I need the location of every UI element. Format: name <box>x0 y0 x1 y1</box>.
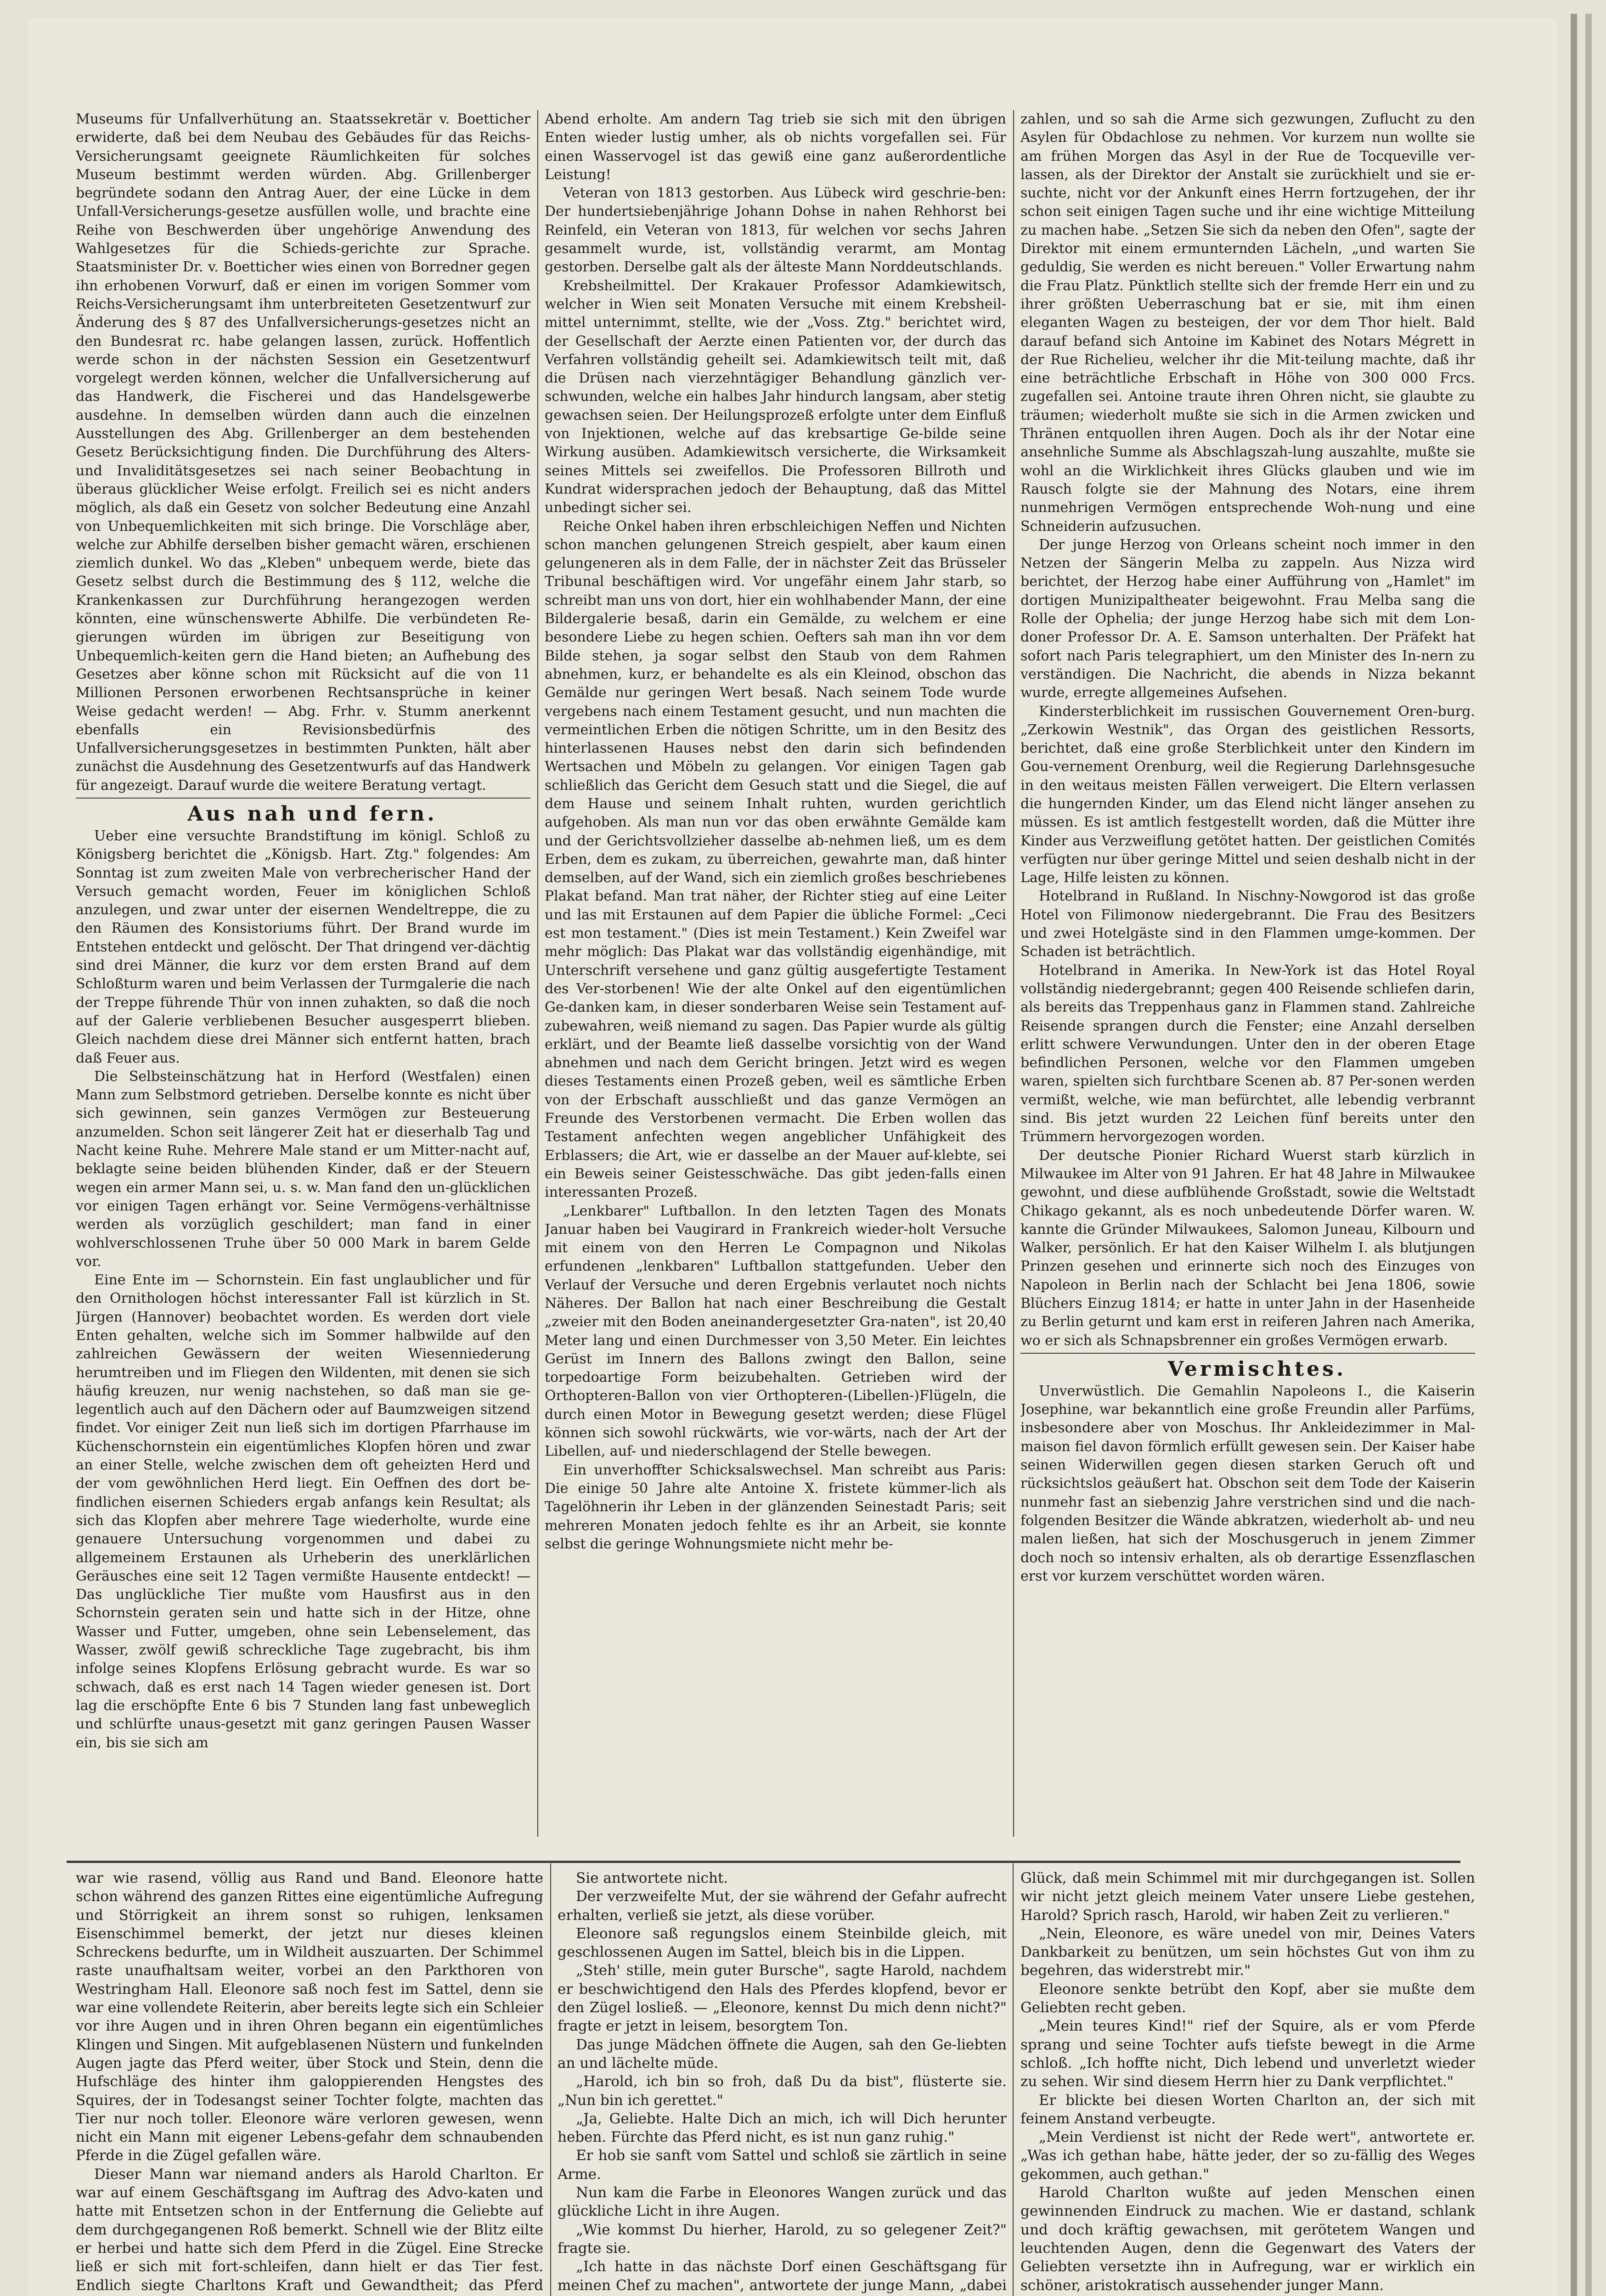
article-paragraph: Unverwüstlich. Die Gemahlin Napoleons I., die Kaiserin Josephine, war bekanntlich eine große Freundin aller Parfüms, insbesondere aber von Moschus. Ihr Ankleidezimmer in Mal-maison fiel davon förmlich erfüllt gewesen sein. Der Kaiser habe seinen Widerwillen gegen diesen starken Geruch oft und rücksichtslos geäußert hat. Obschon seit dem Tode der Kaiserin nunmehr fast an siebenzig Jahre verstrichen sind und die nach-folgenden Besitzer die Wände abkratzen, wiederholt ab- und neu malen ließen, hat sich der Moschusgeruch in jenem Zimmer doch noch so intensiv erhalten, als ob derartige Essenzflaschen erst vor kurzem verschüttet worden wären. <box>1020 1383 1475 1584</box>
section-heading: Vermischtes. <box>1167 1357 1347 1381</box>
novel-column-3 <box>1020 1869 1475 2296</box>
novel-paragraph: „Nein, Eleonore, es wäre unedel von mir, Deines Vaters Dankbarkeit zu benützen, um sein höchstes Gut von ihm zu begehren, das widerstrebt mir." <box>1020 1925 1475 1979</box>
novel-paragraph: Er blickte bei diesen Worten Charlton an, der sich mit feinem Anstand verbeugte. <box>1020 2092 1475 2127</box>
article-paragraph: „Lenkbarer" Luftballon. In den letzten Tagen des Monats Januar haben bei Vaugirard in Frankreich wieder-holt Versuche mit einem von den Herren Le Compagnon und Nikolas erfundenen „lenkbaren" Luftballon stattgefunden. Ueber den Verlauf der Versuche und deren Ergebnis verlautet noch nichts Näheres. Der Ballon hat nach einer Beschreibung die Gestalt „zweier mit den Boden aneinandergesetzter Gra-naten", ist 20,40 Meter lang und einen Durchmesser von 3,50 Meter. Ein leichtes Gerüst im Innern des Ballons zwingt den Ballon, seine torpedoartige Form beizubehalten. Getrieben wird der Orthopteren-Ballon von vier Orthopteren-(Libellen-)Flügeln, die durch einen Motor in Bewegung gesetzt werden; diese Flügel können sich sowohl rückwärts, wie vor-wärts, nach der Art der Libellen, auf- und niederschlagend der Stelle bewegen. <box>545 1203 1006 1460</box>
novel-paragraph: Sie antwortete nicht. <box>576 1870 728 1886</box>
novel-paragraph: Dieser Mann war niemand anders als Harold Charlton. Er war auf einem Geschäftsgang im Auftrag des Advo-katen und hatte mit Entsetzen schon in der Entfernung die Geliebte auf dem durchgegangenen Roß bemerkt. Schnell wie der Blitz eilte er herbei und hatte sich dem Pferd in die Zügel. Eine Strecke ließ er sich mit fort-schleifen, dann hielt er das Tier fest. Endlich siegte Charltons Kraft und Gewandtheit; das Pferd <box>76 2166 543 2294</box>
novel-paragraph: Harold Charlton wußte auf jeden Menschen einen gewinnenden Eindruck zu machen. Wie er dastand, schlank und doch kräftig gewachsen, mit gerötetem Wangen und leuchtenden Augen, denn die Gegenwart des Vaters der Geliebten versetzte ihn in Aufregung, war er wirklich ein schöner, aristokratisch aussehender junger Mann. <box>1020 2184 1475 2294</box>
column-rule <box>1013 110 1014 1837</box>
column-2 <box>545 110 1006 1855</box>
novel-paragraph: Der verzweifelte Mut, der sie während der Gefahr aufrecht erhalten, verließ sie jetzt, als diese vorüber. <box>558 1888 1007 1924</box>
article-paragraph: Hotelbrand in Rußland. In Nischny-Nowgorod ist das große Hotel von Filimonow niedergebrannt. Die Frau des Besitzers und zwei Hotelgäste sind in den Flammen umge-kommen. Der Schaden ist beträchtlich. <box>1020 888 1475 960</box>
novel-paragraph: Glück, daß mein Schimmel mit mir durchgegangen ist. Sollen wir nicht jetzt gleich meinem Vater unsere Liebe gestehen, Harold? Sprich rasch, Harold, wir haben Zeit zu verlieren." <box>1020 1870 1475 1924</box>
page-edge <box>1585 14 1592 2296</box>
novel-paragraph: „Ja, Geliebte. Halte Dich an mich, ich will Dich herunter heben. Fürchte das Pferd nicht, es ist nun ganz ruhig." <box>558 2110 1007 2146</box>
article-paragraph: Museums für Unfallverhütung an. Staatssekretär v. Boetticher erwiderte, daß bei dem Neubau des Gebäudes für das Reichs-Versicherungsamt geeignete Räumlichkeiten für solches Museum bestimmt werden würden. Abg. Grillenberger begründete sodann den Antrag Auer, der eine Lücke in dem Unfall-Versicherungs-gesetze ausfüllen wolle, und brachte eine Reihe von Beschwerden über ungehörige Anwendung des Wahlgesetzes für die Schieds-gerichte zur Sprache. Staatsminister Dr. v. Boetticher wies einen von Borredner gegen ihn erhobenen Vorwurf, daß er einen im vorigen Sommer vom Reichs-Versicherungsamt ihm unterbreiteten Gesetzentwurf zur Änderung des § 87 des Unfallversicherungs-gesetzes nicht an den Bundesrat rc. habe gelangen lassen, zurück. Hoffentlich werde schon in der nächsten Session ein Gesetzentwurf vorgelegt werden können, welcher die Unfallversicherung auf das Handwerk, die Fischerei und das Handelsgewerbe ausdehne. In demselben würden dann auch die einzelnen Ausstellungen des Abg. Grillenberger an dem bestehenden Gesetz Berücksichtigung finden. Die Durchführung des Alters- und Invaliditätsgesetzes sei nach seiner Beobachtung in überaus glücklicher Weise erfolgt. Freilich sei es nicht anders möglich, als daß ein Gesetz von solcher Bedeutung eine Anzahl von Unbequemlichkeiten mit sich bringe. Die Vorschläge aber, welche zur Abhilfe derselben bisher gemacht wären, erschienen ziemlich dunkel. Wo das „Kleben" unbequem werde, biete das Gesetz selbst durch die Bestimmung des § 112, welche die Krankenkassen zur Durchführung herangezogen werden könnten, eine wünschenswerte Abhilfe. Die verbündeten Re-gierungen würden im übrigen zur Beseitigung von Unbequemlich-keiten gern die Hand bieten; an Aufhebung des Gesetzes aber könne schon mit Rücksicht auf die von 11 Millionen Personen erworbenen Rechtsansprüche in keiner Weise gedacht werden! — Abg. Frhr. v. Stumm anerkennt ebenfalls ein Revisionsbedürfnis des Unfallversicherungsgesetzes in bestimmten Punkten, hält aber zunächst die Ausdehnung des Gesetzentwurfs auf das Handwerk für angezeigt. Darauf wurde die weitere Beratung vertagt. <box>76 111 530 793</box>
column-rule <box>537 110 538 1837</box>
novel-paragraph: war wie rasend, völlig aus Rand und Band. Eleonore hatte schon während des ganzen Rittes eine eigentümliche Aufregung und Störrigkeit an ihrem sonst so ruhigen, lenksamen Eisenschimmel bemerkt, der jetzt nur dieses kleinen Schreckens bedurfte, um in Wildheit auszuarten. Der Schimmel raste unaufhaltsam weiter, vorbei an den Parkthoren von Westringham Hall. Eleonore saß noch fest im Sattel, denn sie war eine vollendete Reiterin, aber bereits legte sich ein Schleier vor ihre Augen und in ihren Ohren begann ein eigentümliches Klingen und Singen. Mit aufgeblasenen Nüstern und funkelnden Augen jagte das Pferd weiter, über Stock und Stein, denn die Hufschläge des hinter ihm galoppierenden Hengstes des Squires, der in Todesangst seiner Tochter folgte, machten das Tier nur noch toller. Eleonore wäre verloren gewesen, wenn nicht ein Mann mit eigener Lebens-gefahr dem schnaubenden Pferde in die Zügel gefallen wäre. <box>76 1870 543 2164</box>
article-paragraph: Abend erholte. Am andern Tag trieb sie sich mit den übrigen Enten wieder lustig umher, als ob nichts vorgefallen sei. Für einen Wasservogel ist das gewiß eine ganz außerordentliche Leistung! <box>545 111 1006 183</box>
article-paragraph: Veteran von 1813 gestorben. Aus Lübeck wird geschrie-ben: Der hundertsiebenjährige Johann Dohse in nahen Rehhorst bei Reinfeld, ein Veteran von 1813, für welchen vor sechs Jahren gesammelt wurde, ist, vollständig verarmt, am Montag gestorben. Derselbe galt als der älteste Mann Norddeutschlands. <box>545 185 1006 276</box>
novel-paragraph: „Wie kommst Du hierher, Harold, zu so gelegener Zeit?" fragte sie. <box>558 2221 1007 2257</box>
feuilleton-rule <box>67 1861 1460 1863</box>
article-paragraph: Der deutsche Pionier Richard Wuerst starb kürzlich in Milwaukee im Alter von 91 Jahren. Er hat 48 Jahre in Milwaukee gewohnt, und diese aufblühende Großstadt, sowie die Weltstadt Chikago gekannt, als es noch unbedeutende Dörfer waren. W. kannte die Gründer Milwaukees, Salomon Juneau, Kilbourn und Walker, persönlich. Er hat den Kaiser Wilhelm I. als blutjungen Prinzen gesehen und erinnerte sich noch des Einzuges von Napoleon in Berlin nach der Schlacht bei Jena 1806, sowie Blüchers Einzug 1814; er hatte in unter Jahn in der Hasenheide zu Berlin geturnt und kam erst in reiferen Jahren nach Amerika, wo er sich als Schnapsbrenner ein großes Vermögen erwarb. <box>1020 1147 1475 1349</box>
section-heading: Aus nah und fern. <box>187 802 437 826</box>
article-paragraph: Ein unverhoffter Schicksalswechsel. Man schreibt aus Paris: Die einige 50 Jahre alte Antoine X. fristete kümmer-lich als Tagelöhnerin ihr Leben in der glänzenden Seinestadt Paris; seit mehreren Monaten jedoch fehlte es ihr an Arbeit, sie konnte selbst die geringe Wohnungsmiete nicht mehr be- <box>545 1462 1006 1552</box>
article-paragraph: Krebsheilmittel. Der Krakauer Professor Adamkiewitsch, welcher in Wien seit Monaten Versuche mit einem Krebsheil-mittel unternimmt, stellte, wie der „Voss. Ztg." berichtet wird, der Gesellschaft der Aerzte einen Patienten vor, der durch das Verfahren vollständig geheilt sei. Adamkiewitsch teilt mit, daß die Drüsen nach vierzehntägiger Behandlung gänzlich ver-schwunden, welche ein halbes Jahr hindurch langsam, aber stetig gewachsen seien. Der Heilungsprozeß erfolgte unter dem Einfluß von Injektionen, welche auf das krebsartige Ge-bilde seine Wirkung ausüben. Adamkiewitsch versicherte, die Wirksamkeit seines Mittels sei zweifellos. Die Professoren Billroth und Kundrat widersprachen jedoch der Behauptung, daß das Mittel unbedingt sicher sei. <box>545 277 1006 516</box>
column-rule <box>1013 1863 1014 2296</box>
article-paragraph: Der junge Herzog von Orleans scheint noch immer in den Netzen der Sängerin Melba zu zappeln. Aus Nizza wird berichtet, der Herzog habe einer Aufführung von „Hamlet" im dortigen Munizipaltheater beigewohnt. Frau Melba sang die Rolle der Ophelia; der junge Herzog habe sich mit dem Lon-doner Professor Dr. A. E. Samson unterhalten. Der Präfekt hat sofort nach Paris telegraphiert, um den Minister des In-nern zu verständigen. Die Nachricht, die abends in Nizza bekannt wurde, erregte allgemeines Aufsehen. <box>1020 536 1475 701</box>
novel-paragraph: Das junge Mädchen öffnete die Augen, sah den Ge-liebten an und lächelte müde. <box>558 2036 1007 2071</box>
article-paragraph: Die Selbsteinschätzung hat in Herford (Westfalen) einen Mann zum Selbstmord getrieben. Derselbe konnte es nicht über sich gewinnen, sein ganzes Vermögen zur Besteuerung anzumelden. Schon seit längerer Zeit hat er dieserhalb Tag und Nacht keine Ruhe. Mehrere Male stand er um Mitter-nacht auf, beklagte seine beiden blühenden Kinder, daß er der Steuern wegen ein armer Mann sei, u. s. w. Man fand den un-glücklichen vor einigen Tagen erhängt vor. Seine Vermögens-verhältnisse werden als vorzüglich geschildert; man fand in einer wohlverschlossenen Truhe über 50 000 Mark in barem Gelde vor. <box>76 1068 530 1270</box>
article-paragraph: Kindersterblichkeit im russischen Gouvernement Oren-burg. „Zerkowin Westnik", das Organ des geistlichen Ressorts, berichtet, daß eine große Sterblichkeit unter den Kindern im Gou-vernement Orenburg, weil die Regierung Darlehnsgesuche in den weitaus meisten Fällen verweigert. Die Eltern verlassen die hungernden Kinder, um das Elend nicht länger ansehen zu müssen. Es ist amtlich festgestellt worden, daß die Mütter ihre Kinder aus Verzweiflung getötet hatten. Der geistlichen Comités verfügten nur über geringe Mittel und seien deshalb nicht in der Lage, Hilfe leisten zu können. <box>1020 703 1475 886</box>
novel-paragraph: „Steh' stille, mein guter Bursche", sagte Harold, nachdem er beschwichtigend den Hals des Pferdes klopfend, bevor er den Zügel losließ. — „Eleonore, kennst Du mich denn nicht?" fragte er jetzt in leisem, besorgtem Ton. <box>558 1962 1007 2035</box>
novel-paragraph: Er hob sie sanft vom Sattel und schloß sie zärtlich in seine Arme. <box>558 2147 1007 2183</box>
novel-column-1 <box>76 1869 543 2296</box>
novel-paragraph: Nun kam die Farbe in Eleonores Wangen zurück und das glückliche Licht in ihre Augen. <box>558 2184 1007 2220</box>
divider <box>1020 1353 1475 1354</box>
article-paragraph: zahlen, und so sah die Arme sich gezwungen, Zuflucht zu den Asylen für Obdachlose zu nehmen. Vor kurzem nun wollte sie am frühen Morgen das Asyl in der Rue de Tocqueville ver-lassen, als der Direktor der Anstalt sie zurückhielt und sie er-suchte, nicht vor der Ankunft eines Herrn fortzugehen, der ihr schon seit einigen Tagen suche und ihr eine wichtige Mitteilung zu machen habe. „Setzen Sie sich da neben den Ofen", sagte der Direktor mit einem ermunternden Lächeln, „und warten Sie geduldig, Sie werden es nicht bereuen." Voller Erwartung nahm die Frau Platz. Pünktlich stellte sich der fremde Herr ein und zu ihrer größten Ueberraschung bat er sie, mit ihm einen eleganten Wagen zu besteigen, der vor dem Thor hielt. Bald darauf befand sich Antoine im Kabinet des Notars Mégrett in der Rue Richelieu, welcher ihr die Mit-teilung machte, daß ihr eine beträchtliche Erbschaft in Höhe von 300 000 Frcs. zugefallen sei. Antoine traute ihren Ohren nicht, sie glaubte zu träumen; wiederholt mußte sie sich in die Armen zwicken und Thränen entquollen ihren Augen. Doch als ihr der Notar eine ansehnliche Summe als Abschlagszah-lung auszahlte, mußte sie wohl an die Wirklichkeit ihres Glücks glauben und wie im Rausch folgte sie der Mahnung des Notars, eine ihrem nunmehrigen Vermögen entsprechende Woh-nung und eine Schneiderin aufzusuchen. <box>1020 111 1475 535</box>
novel-paragraph: „Harold, ich bin so froh, daß Du da bist", flüsterte sie. „Nun bin ich gerettet." <box>558 2073 1007 2109</box>
novel-paragraph: „Ich hatte in das nächste Dorf einen Geschäftsgang für meinen Chef zu machen", antwortete der junge Mann, „dabei <box>558 2258 1007 2294</box>
column-rule <box>550 1863 551 2296</box>
novel-paragraph: „Mein teures Kind!" rief der Squire, als er vom Pferde sprang und seine Tochter aufs tiefste bewegt in die Arme schloß. „Ich hoffte nicht, Dich lebend und unverletzt wieder zu sehen. Wir sind diesem Herrn hier zu Dank verpflichtet." <box>1020 2018 1475 2090</box>
page-edge <box>1571 14 1577 2296</box>
article-paragraph: Ueber eine versuchte Brandstiftung im königl. Schloß zu Königsberg berichtet die „Königsb. Hart. Ztg." folgendes: Am Sonntag ist zum zweiten Male von verbrecherischer Hand der Versuch gemacht worden, Feuer im königlichen Schloß anzulegen, und zwar unter der eisernen Wendeltreppe, die zu den Räumen des Konsistoriums führt. Der Brand wurde im Entstehen entdeckt und gelöscht. Der That dringend ver-dächtig sind drei Männer, die kurz vor dem ersten Brand auf dem Schloßturm waren und beim Verlassen der Turmgalerie die nach der Treppe führende Thür von innen zuhakten, so daß die noch auf der Galerie verbliebenen Besucher ausgesperrt blieben. Gleich nachdem diese drei Männer sich entfernt hatten, brach daß Feuer aus. <box>76 827 530 1066</box>
novel-paragraph: Eleonore senkte betrübt den Kopf, aber sie mußte dem Geliebten recht geben. <box>1020 1981 1475 2016</box>
article-paragraph: Hotelbrand in Amerika. In New-York ist das Hotel Royal vollständig niedergebrannt; gegen 400 Reisende schliefen darin, als bereits das Treppenhaus ganz in Flammen stand. Zahlreiche Reisende sprangen durch die Fenster; eine Anzahl derselben erlitt schwere Verwundungen. Unter den in der oberen Etage befindlichen Personen, welche vor den Flammen umgeben waren, spielten sich furchtbare Scenen ab. 87 Per-sonen werden vermißt, welche, wie man befürchtet, alle lebendig verbrannt sind. Bis jetzt wurden 22 Leichen fünf bereits unter den Trümmern hervorgezogen worden. <box>1020 962 1475 1145</box>
article-paragraph: Reiche Onkel haben ihren erbschleichigen Neffen und Nichten schon manchen gelungenen Streich gespielt, aber kaum einen gelungeneren als in dem Falle, der in nächster Zeit das Brüsseler Tribunal beschäftigen wird. Vor ungefähr einem Jahr starb, so schreibt man uns von dort, hier ein wohlhabender Mann, der eine Bildergalerie besaß, darin ein Gemälde, zu welchem er eine besondere Liebe zu hegen schien. Oefters sah man ihn vor dem Bilde stehen, ja sogar selbst den Staub von dem Rahmen abnehmen, kurz, er behandelte es als ein Kleinod, obschon das Gemälde nur geringen Wert besaß. Nach seinem Tode wurde vergebens nach einem Testament gesucht, und nun machten die vermeintlichen Erben die nötigen Schritte, um in den Besitz des hinterlassenen Hauses nebst den darin sich befindenden Wertsachen und Möbeln zu gelangen. Vor einigen Tagen gab schließlich das Gericht dem Gesuch statt und die Siegel, die auf dem Hause und seinem Inhalt ruhten, wurden gerichtlich aufgehoben. Als man nun vor das oben erwähnte Gemälde kam und der Gerichtsvollzieher dasselbe ab-nehmen ließ, um es dem Erben, dem es zukam, zu überreichen, gewahrte man, daß hinter demselben, auf der Wand, sich ein ziemlich großes beschriebenes Plakat befand. Man trat näher, der Richter stieg auf eine Leiter und las mit Erstaunen auf dem Papier die übliche Formel: „Ceci est mon testament." (Dies ist mein Testament.) Kein Zweifel war mehr möglich: Das Plakat war das vollständig eigenhändige, mit Unterschrift versehene und ganz gültig ausgefertigte Testament des Ver-storbenen! Wie der alte Onkel auf den eigentümlichen Ge-danken kam, in dieser sonderbaren Weise sein Testament auf-zubewahren, weiß niemand zu sagen. Das Papier wurde als gültig erklärt, und der Beamte ließ dasselbe vorsichtig von der Wand abnehmen und nach dem Gericht bringen. Jetzt wird es wegen dieses Testaments einen Prozeß geben, weil es sämtliche Erben von der Erbschaft ausschließt und das ganze Vermögen an Freunde des Verstorbenen vermacht. Die Erben wollen das Testament anfechten wegen angeblicher Unfähigkeit des Erblassers; die Art, wie er dasselbe an der Mauer auf-klebte, sei ein Beweis seiner Geistesschwäche. Das gibt jeden-falls einen interessanten Prozeß. <box>545 518 1006 1201</box>
novel-paragraph: Eleonore saß regungslos einem Steinbilde gleich, mit geschlossenen Augen im Sattel, bleich bis in die Lippen. <box>558 1925 1007 1961</box>
divider <box>76 798 530 799</box>
column-3 <box>1020 110 1475 1855</box>
novel-column-2 <box>558 1869 1007 2296</box>
column-1 <box>76 110 530 1855</box>
novel-paragraph: „Mein Verdienst ist nicht der Rede wert", antwortete er. „Was ich gethan habe, hätte jeder, der so zu-fällig des Weges gekommen, auch gethan." <box>1020 2129 1475 2183</box>
article-paragraph: Eine Ente im — Schornstein. Ein fast unglaublicher und für den Ornithologen höchst interessanter Fall ist kürzlich in St. Jürgen (Hannover) beobachtet worden. Es werden dort viele Enten gehalten, welche sich im Sommer halbwilde auf den zahlreichen Gewässern der weiten Wiesenniederung herumtreiben und im Fliegen den Wildenten, mit denen sie sich häufig kreuzen, nur wenig nachstehen, so daß man sie ge-legentlich auch auf den Dächern oder auf Baumzweigen sitzend findet. Vor einiger Zeit nun ließ sich im dortigen Pfarrhause im Küchenschornstein ein eigentümliches Klopfen hören und zwar an einer Stelle, welche zwischen dem oft geheizten Herd und der vom gewöhnlichen Herd liegt. Ein Oeffnen des dort be-findlichen eisernen Schieders ergab anfangs kein Resultat; als sich das Klopfen aber mehrere Tage wiederholte, wurde eine genauere Untersuchung vorgenommen und dabei zu allgemeinem Erstaunen als Urheberin des unerklärlichen Geräusches eine seit 12 Tagen vermißte Hausente entdeckt! — Das unglückliche Tier mußte vom Hausfirst aus in den Schornstein geraten sein und hatte sich in der Hitze, ohne Wasser und Futter, umgeben, ohne sein Lebenselement, das Wasser, zwölf gewiß schreckliche Tage zugebracht, bis ihm infolge seines Klopfens Erlösung gebracht wurde. Es war so schwach, daß es erst nach 14 Tagen wieder genesen ist. Dort lag die erschöpfte Ente 6 bis 7 Stunden lang fast unbeweglich und schlürfte unaus-gesetzt mit ganz geringen Pausen Wasser ein, bis sie sich am <box>76 1272 530 1751</box>
